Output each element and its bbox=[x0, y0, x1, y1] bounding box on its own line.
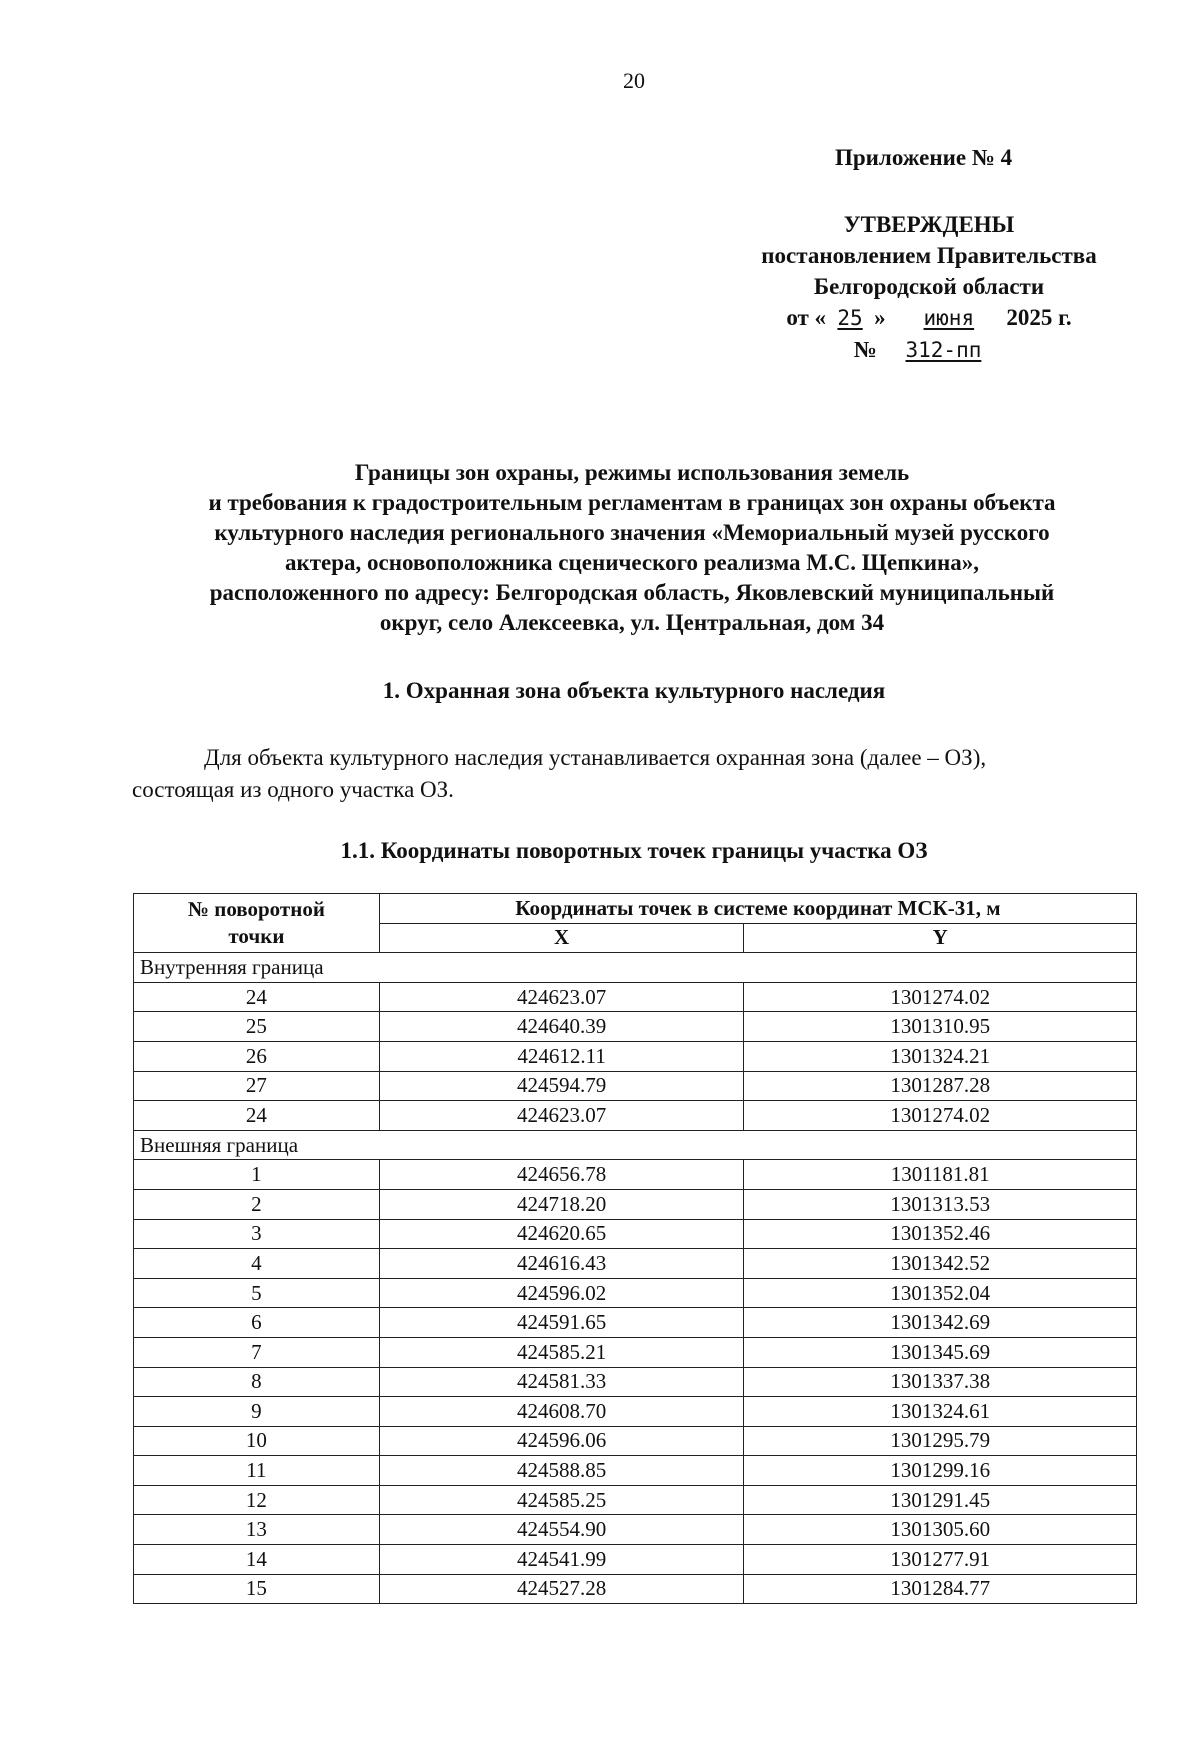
point-number-cell: 8 bbox=[134, 1367, 380, 1397]
table-row bbox=[134, 1071, 1137, 1101]
x-coordinate-cell: 424588.85 bbox=[379, 1456, 744, 1486]
x-coordinate-cell: 424718.20 bbox=[379, 1189, 744, 1219]
date-prefix: от « bbox=[786, 305, 827, 330]
point-number-cell: 25 bbox=[134, 1012, 380, 1042]
y-coordinate-cell: 1301277.91 bbox=[744, 1545, 1137, 1575]
x-coordinate-cell: 424591.65 bbox=[379, 1308, 744, 1338]
x-coordinate-cell: 424623.07 bbox=[379, 982, 744, 1012]
y-coordinate-cell: 1301291.45 bbox=[744, 1485, 1137, 1515]
point-number-cell: 24 bbox=[134, 982, 380, 1012]
table-row bbox=[134, 1545, 1137, 1575]
x-coordinate-cell: 424623.07 bbox=[379, 1101, 744, 1131]
approved-by-line-1: постановлением Правительства bbox=[761, 243, 1097, 268]
point-number-cell: 15 bbox=[134, 1574, 380, 1604]
section-paragraph bbox=[132, 742, 1137, 806]
x-coordinate-cell: 424527.28 bbox=[379, 1574, 744, 1604]
x-coordinate-cell: 424640.39 bbox=[379, 1012, 744, 1042]
point-number-cell: 26 bbox=[134, 1041, 380, 1071]
title-line: актера, основоположника сценического реализма М.С. Щепкина», bbox=[284, 550, 980, 575]
y-coordinate-cell: 1301313.53 bbox=[744, 1189, 1137, 1219]
point-number-cell: 13 bbox=[134, 1515, 380, 1545]
x-coordinate-cell: 424585.21 bbox=[379, 1337, 744, 1367]
approval-number bbox=[720, 334, 1138, 366]
table-row bbox=[134, 1456, 1137, 1486]
table-row bbox=[134, 1337, 1137, 1367]
appendix-label: Приложение № 4 bbox=[835, 145, 1013, 170]
y-coordinate-cell: 1301295.79 bbox=[744, 1426, 1137, 1456]
point-number-cell: 14 bbox=[134, 1545, 380, 1575]
table-header-row bbox=[134, 894, 1137, 924]
x-coordinate-cell: 424608.70 bbox=[379, 1397, 744, 1427]
group-row bbox=[134, 953, 1137, 983]
y-coordinate-cell: 1301337.38 bbox=[744, 1367, 1137, 1397]
table-row bbox=[134, 1189, 1137, 1219]
y-coordinate-cell: 1301274.02 bbox=[744, 1101, 1137, 1131]
point-number-cell: 7 bbox=[134, 1337, 380, 1367]
header-x: X bbox=[379, 923, 744, 953]
header-coords: Координаты точек в системе координат МСК-31, м bbox=[379, 894, 1136, 924]
title-line: Границы зон охраны, режимы использования земель bbox=[354, 460, 910, 485]
y-coordinate-cell: 1301324.61 bbox=[744, 1397, 1137, 1427]
title-line: расположенного по адресу: Белгородская область, Яковлевский муниципальный bbox=[209, 580, 1055, 605]
point-number-cell: 5 bbox=[134, 1278, 380, 1308]
approval-block bbox=[720, 209, 1138, 366]
paragraph-line-2: состоящая из одного участка ОЗ. bbox=[132, 777, 454, 802]
table-row bbox=[134, 1041, 1137, 1071]
header-point bbox=[134, 894, 380, 953]
table-row bbox=[134, 1012, 1137, 1042]
x-coordinate-cell: 424581.33 bbox=[379, 1367, 744, 1397]
order-number: 312-пп bbox=[905, 338, 982, 362]
x-coordinate-cell: 424541.99 bbox=[379, 1545, 744, 1575]
table-row bbox=[134, 1397, 1137, 1427]
table-row bbox=[134, 1219, 1137, 1249]
x-coordinate-cell: 424656.78 bbox=[379, 1160, 744, 1190]
subsection-heading: 1.1. Координаты поворотных точек границы участка ОЗ bbox=[340, 838, 928, 863]
number-prefix: № bbox=[853, 337, 877, 362]
y-coordinate-cell: 1301342.52 bbox=[744, 1249, 1137, 1279]
point-number-cell: 11 bbox=[134, 1456, 380, 1486]
header-y: Y bbox=[744, 923, 1137, 953]
point-number-cell: 12 bbox=[134, 1485, 380, 1515]
table-row bbox=[134, 982, 1137, 1012]
document-title bbox=[128, 458, 1136, 638]
table-row bbox=[134, 1160, 1137, 1190]
y-coordinate-cell: 1301352.04 bbox=[744, 1278, 1137, 1308]
header-point-line-1: № поворотной bbox=[187, 897, 325, 922]
table-row bbox=[134, 1515, 1137, 1545]
x-coordinate-cell: 424554.90 bbox=[379, 1515, 744, 1545]
table-row bbox=[134, 1249, 1137, 1279]
y-coordinate-cell: 1301284.77 bbox=[744, 1574, 1137, 1604]
approved-by-line-2: Белгородской области bbox=[813, 274, 1045, 299]
title-line: округ, село Алексеевка, ул. Центральная, дом 34 bbox=[379, 610, 885, 635]
coordinates-table bbox=[133, 893, 1137, 1604]
table-body bbox=[134, 953, 1137, 1604]
y-coordinate-cell: 1301352.46 bbox=[744, 1219, 1137, 1249]
title-line: и требования к градостроительным регламентам в границах зон охраны объекта bbox=[208, 490, 1056, 515]
y-coordinate-cell: 1301345.69 bbox=[744, 1337, 1137, 1367]
date-month: июня bbox=[923, 306, 975, 330]
table-row bbox=[134, 1485, 1137, 1515]
y-coordinate-cell: 1301324.21 bbox=[744, 1041, 1137, 1071]
point-number-cell: 10 bbox=[134, 1426, 380, 1456]
date-mid: » bbox=[874, 305, 886, 330]
table-row bbox=[134, 1426, 1137, 1456]
group-label: Внешняя граница bbox=[134, 1130, 1137, 1160]
page-number: 20 bbox=[623, 68, 645, 93]
point-number-cell: 2 bbox=[134, 1189, 380, 1219]
y-coordinate-cell: 1301181.81 bbox=[744, 1160, 1137, 1190]
y-coordinate-cell: 1301274.02 bbox=[744, 982, 1137, 1012]
y-coordinate-cell: 1301310.95 bbox=[744, 1012, 1137, 1042]
table-row bbox=[134, 1278, 1137, 1308]
section-heading: 1. Охранная зона объекта культурного наследия bbox=[382, 678, 886, 703]
point-number-cell: 9 bbox=[134, 1397, 380, 1427]
title-line: культурного наследия регионального значения «Мемориальный музей русского bbox=[214, 520, 1050, 545]
x-coordinate-cell: 424612.11 bbox=[379, 1041, 744, 1071]
approved-heading: УТВЕРЖДЕНЫ bbox=[843, 212, 1015, 237]
x-coordinate-cell: 424616.43 bbox=[379, 1249, 744, 1279]
y-coordinate-cell: 1301287.28 bbox=[744, 1071, 1137, 1101]
paragraph-line-1: Для объекта культурного наследия устанавливается охранная зона (далее – ОЗ), bbox=[204, 745, 987, 770]
y-coordinate-cell: 1301342.69 bbox=[744, 1308, 1137, 1338]
group-row bbox=[134, 1130, 1137, 1160]
table-row bbox=[134, 1308, 1137, 1338]
header-point-line-2: точки bbox=[228, 924, 285, 949]
table-row bbox=[134, 1574, 1137, 1604]
point-number-cell: 27 bbox=[134, 1071, 380, 1101]
group-label: Внутренняя граница bbox=[134, 953, 1137, 983]
point-number-cell: 1 bbox=[134, 1160, 380, 1190]
x-coordinate-cell: 424585.25 bbox=[379, 1485, 744, 1515]
point-number-cell: 6 bbox=[134, 1308, 380, 1338]
point-number-cell: 24 bbox=[134, 1101, 380, 1131]
x-coordinate-cell: 424596.06 bbox=[379, 1426, 744, 1456]
point-number-cell: 3 bbox=[134, 1219, 380, 1249]
x-coordinate-cell: 424596.02 bbox=[379, 1278, 744, 1308]
table-row bbox=[134, 1367, 1137, 1397]
x-coordinate-cell: 424620.65 bbox=[379, 1219, 744, 1249]
date-day: 25 bbox=[837, 306, 863, 330]
y-coordinate-cell: 1301305.60 bbox=[744, 1515, 1137, 1545]
date-year: 2025 г. bbox=[1006, 305, 1072, 330]
table-row bbox=[134, 1101, 1137, 1131]
point-number-cell: 4 bbox=[134, 1249, 380, 1279]
y-coordinate-cell: 1301299.16 bbox=[744, 1456, 1137, 1486]
x-coordinate-cell: 424594.79 bbox=[379, 1071, 744, 1101]
approval-date bbox=[720, 302, 1138, 334]
